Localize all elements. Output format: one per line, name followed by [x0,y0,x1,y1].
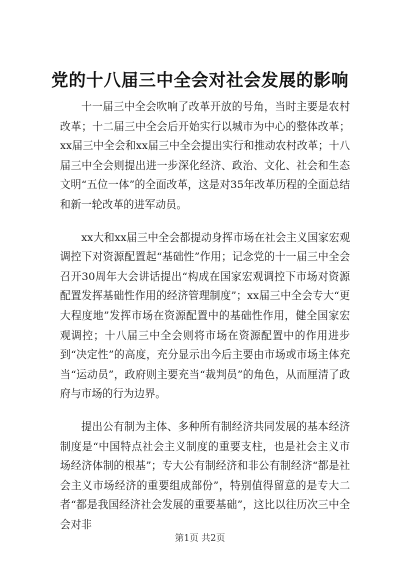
paragraph-1: 十一届三中全会吹响了改革开放的号角，当时主要是农村改革；十二届三中全会后开始实行以城市为中心的整体改革；xx届三中全会和xx届三中全会提出实行和推动农村改革；十八届三中全会则提出进一步深化经济、政治、文化、社会和生态文明“五位一体”的全面改革，这是对35年改革历程的全面总结和新一轮改革的进军动员。 [60,101,350,211]
paragraph-2: xx大和xx届三中全会都提动身挥市场在社会主义国家宏观调控下对资源配置起“基础性”作用；记念党的十一届三中全会召开30周年大会讲话提出“构成在国家宏观调控下市场对资源配置发挥基础性作用的经济管理制度”；xx届三中全会专大“更大程度地”发挥市场在资源配置中的基础性作用，健全国家宏观调控；十八届三中全会则将市场在资源配置中的作用进步到“决定性”的高度，充分显示出今后主要由市场或市场主体充当“运动员”，政府则主要充当“裁判员”的角色，从而厘清了政府与市场的行为边界。 [60,231,350,401]
document-body [60,98,350,548]
paragraph-3: 提出公有制为主体、多种所有制经济共同发展的基本经济制度是“中国特点社会主义制度的重要支柱，也是社会主义市场经济体制的根基”；专大公有制经济和非公有制经济“都是社会主义市场经济的重要组成部份”，特别值得留意的是专大二者“都是我国经济社会发展的重要基础”，这比以往历次三中全会对非 [60,420,350,531]
page-number-footer: 第1页 共2页 [174,534,226,544]
document-title: 党的十八届三中全会对社会发展的影响 [51,71,349,91]
